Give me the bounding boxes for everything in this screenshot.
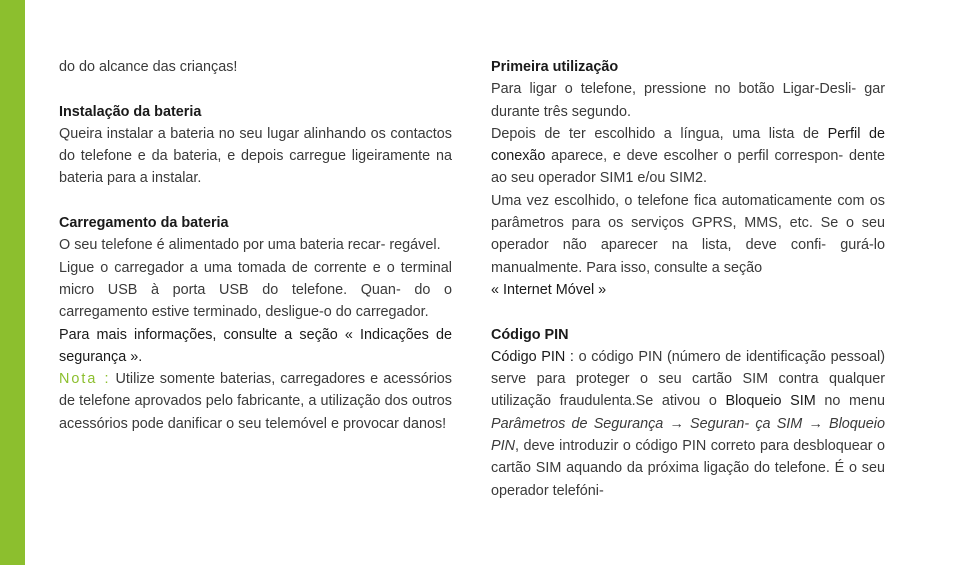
nota-text: Utilize somente baterias, carregadores e acessórios de telefone aprovados pelo fabricante, a utilização dos outros acessórios pode danificar o seu telemóvel e provocar danos! xyxy=(59,371,452,432)
battery-charge-heading: Carregamento da bateria xyxy=(59,215,229,232)
pin-text-3: , deve introduzir o código PIN correto para desbloquear o cartão SIM aquando da próxima ligação do telefone. É o seu operador telefóni- xyxy=(491,438,885,499)
bloqueio-sim-term: Bloqueio SIM xyxy=(725,393,816,410)
first-use-section xyxy=(491,56,885,123)
pin-section xyxy=(491,324,885,502)
first-use-p2 xyxy=(491,123,885,190)
right-column xyxy=(491,56,885,502)
pin-label: Código PIN : xyxy=(491,348,574,365)
nota-label: Nota : xyxy=(59,371,111,388)
battery-install-section xyxy=(59,101,452,190)
battery-install-body: Queira instalar a bateria no seu lugar alinhando os contactos do telefone e da bateria, e depois carregue ligeiramente na bateria para a instalar. xyxy=(59,125,452,187)
first-use-p2-start: Depois de ter escolhido a língua, uma lista de xyxy=(491,125,828,142)
safety-reference-text: Para mais informações, consulte a seção « Indicações de segurança ». xyxy=(59,326,452,365)
first-use-p1: Para ligar o telefone, pressione no botão Ligar-Desli- gar durante três segundo. xyxy=(491,81,885,120)
nota-paragraph xyxy=(59,368,452,435)
left-column xyxy=(59,56,452,435)
accent-side-bar xyxy=(0,0,25,565)
first-use-p3 xyxy=(491,190,885,301)
battery-charge-p2: Ligue o carregador a uma tomada de corrente e o terminal micro USB à porta USB do telefone. Quan- do o carregamento estive terminado, desligue-o do carregador. xyxy=(59,259,452,321)
first-use-heading: Primeira utilização xyxy=(491,59,619,75)
first-use-p2-end: aparece, e deve escolher o perfil correspon- dente ao seu operador SIM1 e/ou SIM2. xyxy=(491,148,885,187)
first-use-p3-text: Uma vez escolhido, o telefone fica automaticamente com os parâmetros para os serviços GPRS, MMS, etc. Se o seu operador não aparecer na lista, deve confi- gurá-lo manualmente. Para isso, consulte a seção xyxy=(491,192,885,276)
pin-text-2: no menu xyxy=(815,393,885,410)
battery-install-heading: Instalação da bateria xyxy=(59,103,202,120)
battery-charge-section xyxy=(59,212,452,257)
pin-heading: Código PIN xyxy=(491,326,569,343)
battery-charge-p1: O seu telefone é alimentado por uma bateria recar- regável. xyxy=(59,237,441,254)
connection-profile-term: Perfil de conexão xyxy=(491,125,886,165)
menu-path: Parâmetros de Segurança → Seguran- ça SIM → Bloqueio PIN xyxy=(491,415,885,455)
internet-movel-reference: « Internet Móvel » xyxy=(491,281,607,298)
pin-text-1: o código PIN (número de identificação pessoal) serve para proteger o seu cartão SIM contra qualquer utilização fraudulenta.Se ativou o xyxy=(491,348,885,410)
intro-tail-text: do do alcance das crianças! xyxy=(59,59,238,75)
